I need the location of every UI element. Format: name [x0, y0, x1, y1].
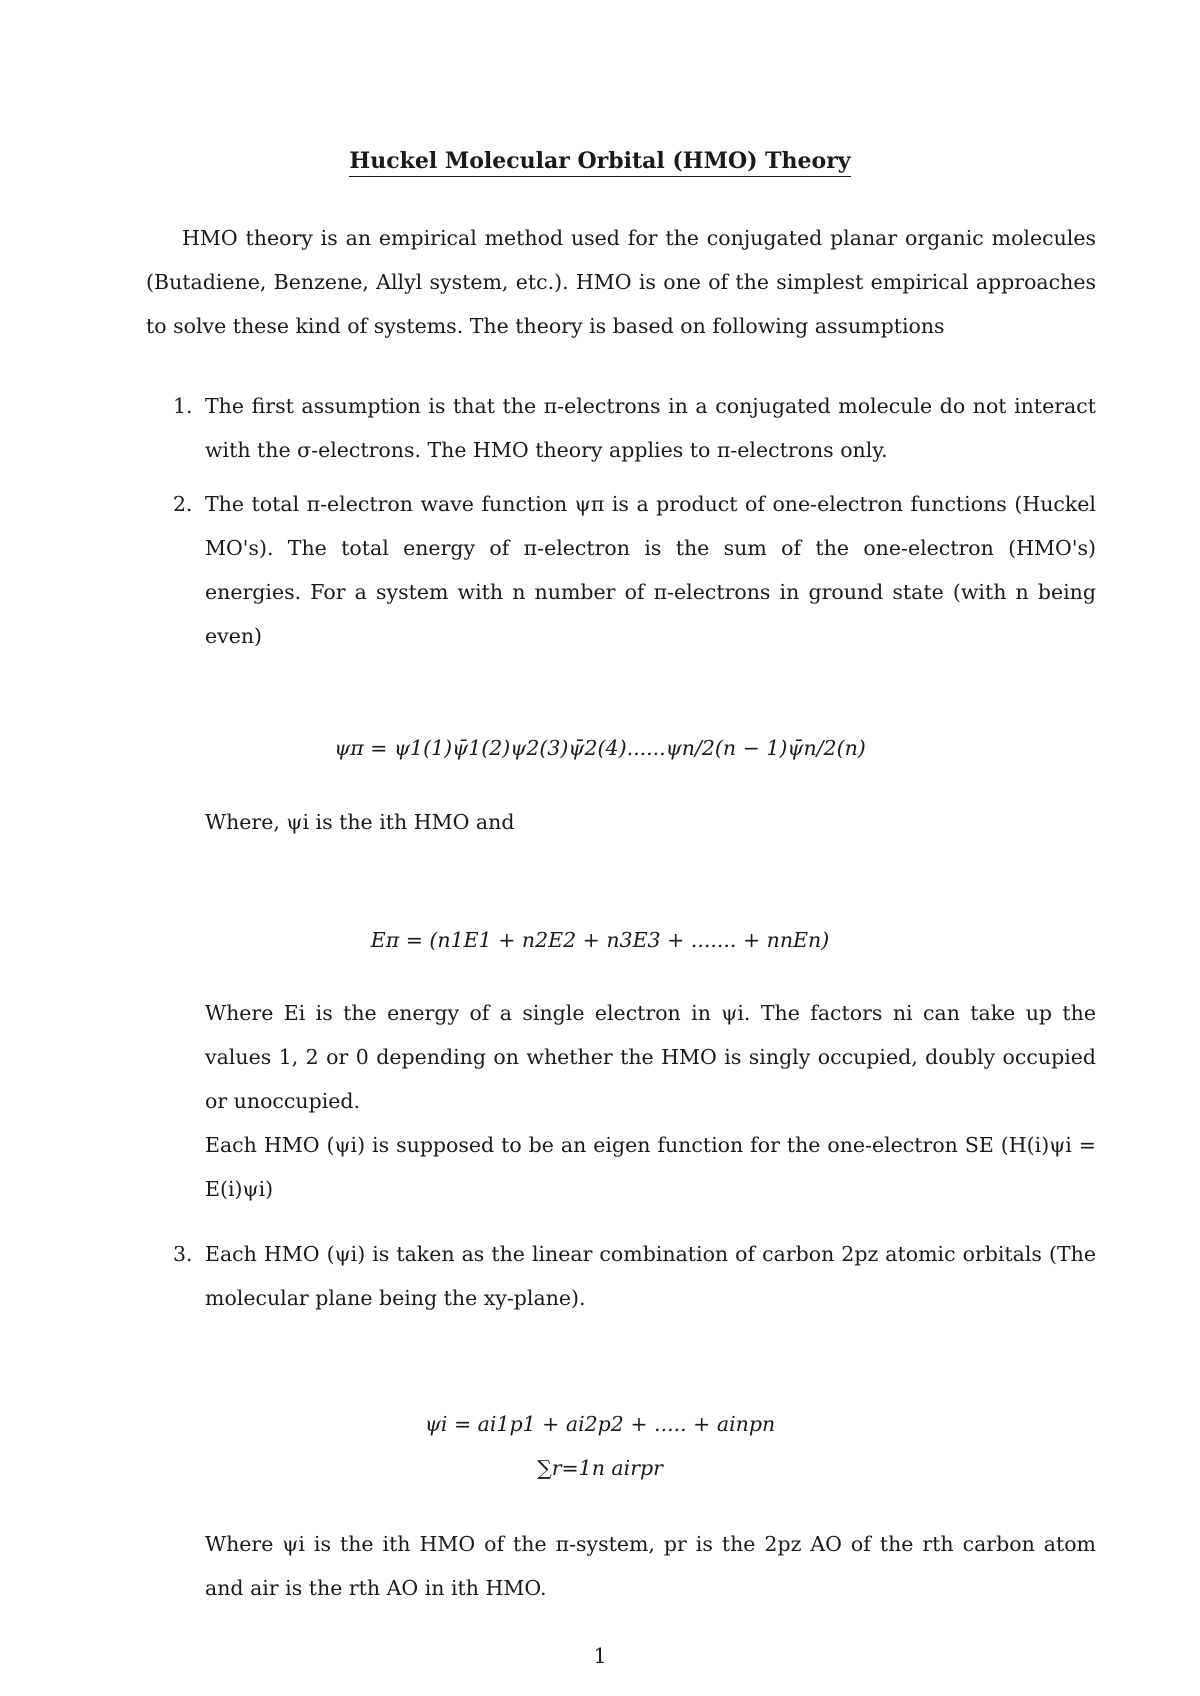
where-lcao: Where ψi is the ith HMO of the π-system, pr is the 2pz AO of the rth carbon atom and air is the rth AO in ith HMO. — [205, 1532, 1096, 1600]
assumption-1-text: The first assumption is that the π-electrons in a conjugated molecule do not interact with the σ-electrons. The HMO theory applies to π-electrons only. — [205, 394, 1096, 462]
equation-sum: ∑r=1n airpr — [537, 1456, 663, 1480]
equation-wavefunction: ψπ = ψ1(1)ψ̄1(2)ψ2(3)ψ̄2(4)......ψn/2(n − 1)ψ̄n/2(n) — [334, 736, 866, 760]
title-text: Huckel Molecular Orbital (HMO) Theory — [349, 148, 850, 177]
assumption-3-text: Each HMO (ψi) is taken as the linear combination of carbon 2pz atomic orbitals (The molecular plane being the xy-plane). — [205, 1242, 1096, 1310]
assumption-2-number: 2. — [173, 492, 193, 516]
equation-lcao: ψi = ai1p1 + ai2p2 + ..... + ainpn — [424, 1412, 776, 1436]
assumption-3-number: 3. — [173, 1242, 193, 1266]
each-hmo-eigen: Each HMO (ψi) is supposed to be an eigen function for the one-electron SE (H(i)ψi = E(i)ψi) — [205, 1133, 1096, 1201]
where-energy: Where Ei is the energy of a single electron in ψi. The factors ni can take up the values 1, 2 or 0 depending on whether the HMO is singly occupied, doubly occupied or unoccupied. — [205, 1001, 1096, 1113]
assumption-1 — [173, 384, 1096, 472]
page-title — [0, 148, 1200, 174]
assumption-2 — [173, 482, 1096, 658]
assumption-2-text: The total π-electron wave function ψπ is a product of one-electron functions (Huckel MO's). The total energy of π-electron is the sum of the one-electron (HMO's) energies. For a system with n number of π-electrons in ground state (with n being even) — [205, 492, 1096, 648]
where-psi-i: Where, ψi is the ith HMO and — [205, 810, 515, 834]
intro-paragraph: HMO theory is an empirical method used for the conjugated planar organic molecules (Butadiene, Benzene, Allyl system, etc.). HMO is one of the simplest empirical approaches to solve these kind of systems. The theory is based on following assumptions — [146, 226, 1096, 338]
page-number: 1 — [593, 1644, 607, 1668]
equation-energy: Eπ = (n1E1 + n2E2 + n3E3 + ....... + nnEn) — [370, 928, 830, 952]
assumption-3 — [173, 1232, 1096, 1320]
assumption-1-number: 1. — [173, 394, 193, 418]
